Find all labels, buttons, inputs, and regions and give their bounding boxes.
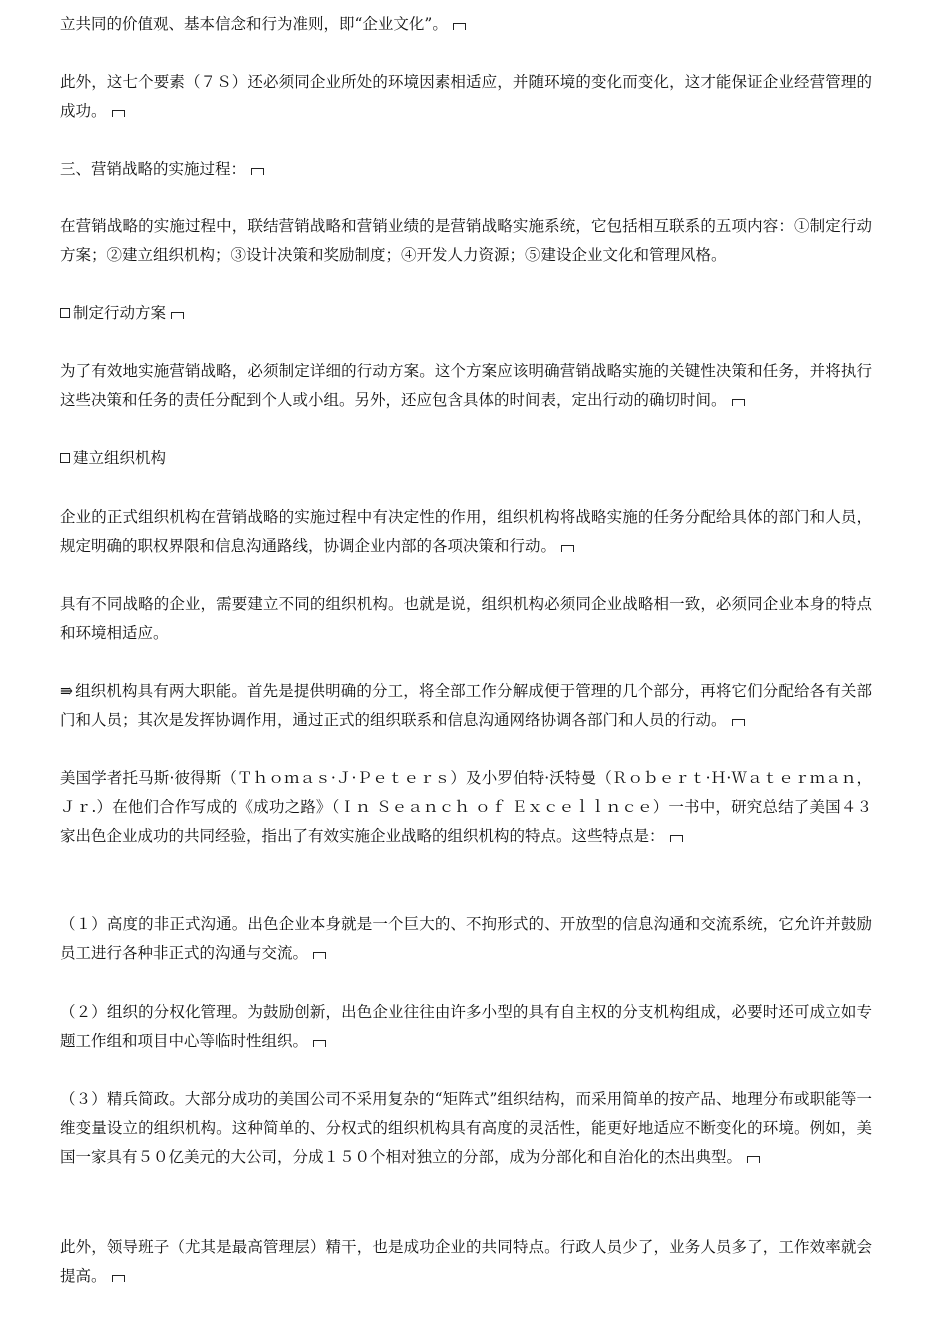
paragraph-text: 此外，这七个要素（７Ｓ）还必须同企业所处的环境因素相适应，并随环境的变化而变化，这才能保证企业经营管理的成功。: [60, 73, 872, 120]
paragraph-text: 具有不同战略的企业，需要建立不同的组织机构。也就是说，组织机构必须同企业战略相一致，必须同企业本身的特点和环境相适应。: [60, 595, 872, 642]
paragraph-peters-waterman: [60, 764, 872, 851]
paragraph-two-functions: [60, 677, 872, 735]
paragraph-text: （２）组织的分权化管理。为鼓励创新，出色企业往往由许多小型的具有自主权的分支机构组成，必要时还可成立如专题工作组和项目中心等临时性组织。: [60, 1003, 872, 1050]
paragraph-return-mark-icon: [171, 312, 184, 319]
paragraph-return-mark-icon: [112, 1275, 125, 1282]
paragraph-text: （１）高度的非正式沟通。出色企业本身就是一个巨大的、不拘形式的、开放型的信息沟通和交流系统，它允许并鼓励员工进行各种非正式的沟通与交流。: [60, 915, 872, 962]
paragraph-text: 此外，领导班子（尤其是最高管理层）精干，也是成功企业的共同特点。行政人员少了，业务人员多了，工作效率就会提高。: [60, 1238, 872, 1285]
paragraph-text: 企业的正式组织机构在营销战略的实施过程中有决定性的作用，组织机构将战略实施的任务分配给具体的部门和人员，规定明确的职权界限和信息沟通路线，协调企业内部的各项决策和行动。: [60, 508, 872, 555]
paragraph-return-mark-icon: [561, 545, 574, 552]
paragraph-return-mark-icon: [112, 110, 125, 117]
paragraph-return-mark-icon: [732, 399, 745, 406]
paragraph-decentralization: [60, 998, 872, 1056]
section-heading-implementation: [60, 155, 872, 184]
paragraph-text: （３）精兵简政。大部分成功的美国公司不采用复杂的“矩阵式”组织结构，而采用简单的按产品、地理分布或职能等一维变量设立的组织机构。这种简单的、分权式的组织机构具有高度的灵活性，能更好地适应不断变化的环境。例如，美国一家具有５０亿美元的大公司，分成１５０个相对独立的分部，成为分部化和自治化的杰出典型。: [60, 1090, 872, 1166]
subheading-organization: [60, 444, 872, 473]
paragraph-formal-organization: [60, 503, 872, 561]
paragraph-lean-structure: [60, 1085, 872, 1172]
checkbox-bullet-icon: [60, 308, 70, 318]
paragraph-corporate-culture: [60, 10, 872, 39]
paragraph-return-mark-icon: [747, 1156, 760, 1163]
paragraph-implementation-system: [60, 212, 872, 270]
paragraph-text: 建立组织机构: [73, 449, 167, 467]
paragraph-return-mark-icon: [453, 23, 466, 30]
paragraph-7s-environment: [60, 68, 872, 126]
paragraph-return-mark-icon: [313, 952, 326, 959]
paragraph-text: 组织机构具有两大职能。首先是提供明确的分工，将全部工作分解成便于管理的几个部分，再将它们分配给各有关部门和人员；其次是发挥协调作用，通过正式的组织联系和信息沟通网络协调各部门和人员的行动。: [60, 682, 872, 729]
paragraph-return-mark-icon: [251, 168, 264, 175]
paragraph-text: 制定行动方案: [73, 304, 167, 322]
paragraph-text: 在营销战略的实施过程中，联结营销战略和营销业绩的是营销战略实施系统，它包括相互联系的五项内容：①制定行动方案；②建立组织机构；③设计决策和奖励制度；④开发人力资源；⑤建设企业文化和管理风格。: [60, 217, 872, 264]
paragraph-text: 为了有效地实施营销战略，必须制定详细的行动方案。这个方案应该明确营销战略实施的关键性决策和任务，并将执行这些决策和任务的责任分配到个人或小组。另外，还应包含具体的时间表，定出行动的确切时间。: [60, 362, 872, 409]
paragraph-text: 美国学者托马斯·彼得斯（Ｔｈｏｍａｓ·Ｊ·Ｐｅｔｅｒｓ）及小罗伯特·沃特曼（Ｒｏｂｅｒｔ·Ｈ·Ｗａｔｅｒｍａｎ，Ｊｒ.）在他们合作写成的《成功之路》（Ｉｎ Ｓｅａｎｃｈ ｏｆ Ｅｘｃｅｌｌｎｃｅ）一书中，研究总结了美国４３家出色企业成功的共同经验，指出了有效实施企业战略的组织机构的特点。这些特点是：: [60, 769, 872, 845]
paragraph-text: 立共同的价值观、基本信念和行为准则，即“企业文化”。: [60, 15, 448, 33]
paragraph-different-strategies: [60, 590, 872, 648]
paragraph-action-plan: [60, 357, 872, 415]
paragraph-return-mark-icon: [732, 719, 745, 726]
paragraph-text: 三、营销战略的实施过程：: [60, 160, 247, 178]
paragraph-return-mark-icon: [670, 835, 683, 842]
checkbox-bullet-icon: [60, 453, 70, 463]
arrow-bullet-icon: ⇛: [60, 682, 73, 700]
paragraph-informal-communication: [60, 910, 872, 968]
paragraph-return-mark-icon: [313, 1040, 326, 1047]
subheading-action-plan: [60, 299, 872, 328]
paragraph-lean-leadership: [60, 1233, 872, 1291]
